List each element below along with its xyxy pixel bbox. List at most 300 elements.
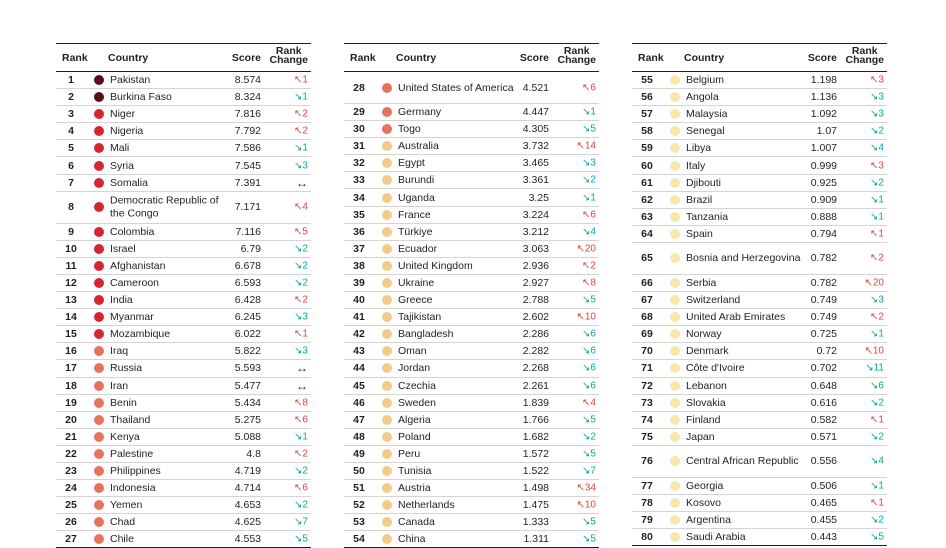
severity-dot-icon [382, 398, 392, 408]
table-row [344, 378, 599, 395]
table-row [632, 275, 887, 292]
country-cell: Serbia [686, 276, 717, 289]
table-header [56, 43, 311, 72]
severity-dot-icon [670, 481, 680, 491]
rank-cell: 6 [68, 159, 74, 172]
rank-change-cell: ↘6 [582, 345, 596, 357]
rank-change-cell: ↘2 [582, 431, 596, 443]
rank-cell: 41 [353, 311, 365, 324]
rank-change-cell: ↘1 [582, 106, 596, 118]
rank-change-cell: ↘1 [294, 142, 308, 154]
country-cell: Myanmar [110, 310, 154, 323]
rank-cell: 1 [68, 74, 74, 87]
rank-change-cell: ↘5 [870, 531, 884, 543]
table-row [56, 309, 311, 326]
score-cell: 3.732 [522, 140, 549, 153]
severity-dot-icon [94, 244, 104, 254]
score-cell: 5.477 [234, 379, 261, 392]
score-cell: 1.136 [810, 91, 837, 104]
table-row [344, 104, 599, 121]
country-cell: Lebanon [686, 379, 727, 392]
table-row [632, 412, 887, 429]
rank-change-header: Rank Change [269, 45, 308, 66]
severity-dot-icon [670, 126, 680, 136]
table-row [344, 155, 599, 172]
country-cell: Colombia [110, 225, 155, 238]
table-row [56, 378, 311, 395]
severity-dot-icon [670, 212, 680, 222]
score-cell: 1.522 [522, 465, 549, 478]
rank-cell: 46 [353, 396, 365, 409]
rank-cell: 67 [641, 294, 653, 307]
country-cell: Burundi [398, 174, 435, 187]
rank-cell: 42 [353, 328, 365, 341]
severity-dot-icon [382, 466, 392, 476]
country-header: Country [108, 52, 149, 64]
country-cell: Libya [686, 142, 712, 155]
rank-cell: 26 [65, 516, 77, 529]
country-cell: Italy [686, 159, 706, 172]
score-cell: 4.625 [234, 516, 261, 529]
rank-cell: 61 [641, 176, 653, 189]
table-row [56, 360, 311, 377]
table-row [56, 292, 311, 309]
rank-change-cell: ↘5 [582, 414, 596, 426]
table-row [632, 343, 887, 360]
table-row [344, 395, 599, 412]
rank-change-cell: ↖2 [870, 311, 884, 323]
score-cell: 3.212 [522, 225, 549, 238]
table-row [56, 89, 311, 106]
severity-dot-icon [670, 363, 680, 373]
rank-change-cell: ↖2 [294, 294, 308, 306]
score-cell: 0.749 [810, 294, 837, 307]
rank-cell: 53 [353, 516, 365, 529]
table-row [632, 529, 887, 546]
severity-dot-icon [382, 278, 392, 288]
country-cell: Egypt [398, 157, 425, 170]
country-cell: Tajikistan [398, 310, 442, 323]
rank-cell: 27 [65, 533, 77, 546]
score-cell: 0.794 [810, 227, 837, 240]
score-cell: 4.719 [234, 465, 261, 478]
score-cell: 6.022 [234, 328, 261, 341]
rank-cell: 18 [65, 379, 77, 392]
country-cell: Mali [110, 142, 130, 155]
rank-cell: 65 [641, 252, 653, 265]
score-cell: 3.224 [522, 208, 549, 221]
table-row [632, 292, 887, 309]
country-cell: Brazil [686, 193, 713, 206]
severity-dot-icon [94, 415, 104, 425]
country-cell: Malaysia [686, 107, 728, 120]
country-cell: Kosovo [686, 496, 722, 509]
rank-cell: 13 [65, 294, 77, 307]
rank-change-cell: ↘5 [582, 516, 596, 528]
score-cell: 6.678 [234, 259, 261, 272]
table-row [632, 140, 887, 157]
table-row [632, 89, 887, 106]
severity-dot-icon [94, 534, 104, 544]
country-cell: Slovakia [686, 396, 726, 409]
country-cell: Chad [110, 516, 136, 529]
rank-change-cell: ↖8 [582, 277, 596, 289]
score-cell: 8.324 [234, 91, 261, 104]
score-cell: 1.475 [522, 499, 549, 512]
table-row [344, 326, 599, 343]
rank-header: Rank [350, 52, 376, 64]
severity-dot-icon [670, 295, 680, 305]
score-cell: 4.447 [522, 106, 549, 119]
country-cell: United Arab Emirates [686, 310, 786, 323]
severity-dot-icon [94, 126, 104, 136]
rank-cell: 63 [641, 210, 653, 223]
table-row [56, 275, 311, 292]
rank-cell: 75 [641, 430, 653, 443]
country-cell: Togo [398, 122, 421, 135]
score-cell: 0.925 [810, 176, 837, 189]
score-cell: 0.909 [810, 193, 837, 206]
rank-cell: 66 [641, 276, 653, 289]
score-header: Score [231, 52, 261, 64]
severity-dot-icon [94, 227, 104, 237]
table-row [632, 478, 887, 495]
severity-dot-icon [670, 143, 680, 153]
severity-dot-icon [382, 107, 392, 117]
score-cell: 7.586 [234, 142, 261, 155]
rank-cell: 38 [353, 259, 365, 272]
score-cell: 7.116 [235, 225, 261, 238]
country-cell: Yemen [110, 498, 143, 511]
severity-dot-icon [670, 278, 680, 288]
severity-dot-icon [94, 75, 104, 85]
country-cell: Denmark [686, 345, 729, 358]
country-cell: Israel [110, 242, 136, 255]
rank-change-cell: ↖4 [294, 201, 308, 213]
rank-cell: 31 [353, 140, 365, 153]
country-cell: Côte d'Ivoire [686, 362, 745, 375]
rank-change-cell: ↘2 [294, 465, 308, 477]
score-cell: 1.311 [523, 533, 549, 546]
country-cell: Indonesia [110, 481, 156, 494]
severity-dot-icon [382, 432, 392, 442]
score-cell: 0.782 [810, 276, 837, 289]
rank-cell: 58 [641, 125, 653, 138]
score-cell: 6.593 [234, 276, 261, 289]
score-cell: 7.171 [234, 201, 261, 214]
table-row [56, 192, 311, 224]
table-row [344, 497, 599, 514]
country-cell: Tanzania [686, 210, 729, 223]
rank-change-cell: ↘6 [582, 328, 596, 340]
rank-change-cell: ↖6 [582, 82, 596, 93]
score-cell: 0.465 [810, 497, 837, 510]
severity-dot-icon [94, 466, 104, 476]
rank-cell: 7 [68, 176, 74, 189]
table-row [56, 241, 311, 258]
rank-cell: 54 [353, 533, 365, 546]
country-cell: Japan [686, 430, 715, 443]
rank-change-cell: ↖5 [294, 226, 308, 238]
table-row [344, 121, 599, 138]
rank-cell: 43 [353, 345, 365, 358]
rank-change-cell: ↘5 [294, 533, 308, 545]
rank-cell: 4 [68, 125, 74, 138]
table-row [344, 446, 599, 463]
rank-change-cell: ↘2 [294, 260, 308, 272]
rank-change-cell: ↘4 [582, 226, 596, 238]
table-row [56, 106, 311, 123]
score-cell: 5.275 [234, 413, 261, 426]
country-cell: Türkiye [398, 225, 433, 238]
rank-cell: 59 [641, 142, 653, 155]
score-cell: 6.79 [240, 242, 261, 255]
severity-dot-icon [382, 193, 392, 203]
rank-change-cell: ↘5 [582, 294, 596, 306]
table-row [344, 343, 599, 360]
severity-dot-icon [670, 253, 680, 263]
severity-dot-icon [94, 278, 104, 288]
rank-cell: 21 [65, 430, 77, 443]
table-row [56, 140, 311, 157]
country-cell: United Kingdom [398, 259, 473, 272]
country-cell: Iraq [110, 345, 129, 358]
rank-header: Rank [62, 52, 88, 64]
score-cell: 0.749 [810, 311, 837, 324]
severity-dot-icon [382, 534, 392, 544]
severity-dot-icon [670, 178, 680, 188]
rank-cell: 45 [353, 379, 365, 392]
country-cell: Ecuador [398, 242, 438, 255]
country-cell: Greece [398, 293, 433, 306]
rank-cell: 56 [641, 91, 653, 104]
rank-cell: 79 [641, 514, 653, 527]
rank-cell: 77 [641, 479, 653, 492]
score-cell: 2.261 [522, 379, 549, 392]
rank-cell: 24 [65, 482, 77, 495]
country-cell: Ukraine [398, 276, 435, 289]
rank-change-cell: ↘3 [294, 311, 308, 323]
table-row [632, 157, 887, 174]
country-cell: Philippines [110, 464, 161, 477]
severity-dot-icon [382, 261, 392, 271]
rank-cell: 78 [641, 497, 653, 510]
rank-cell: 80 [641, 531, 653, 544]
score-cell: 4.305 [522, 123, 549, 136]
country-cell: Austria [398, 481, 431, 494]
rank-cell: 12 [65, 276, 77, 289]
severity-dot-icon [382, 329, 392, 339]
rank-cell: 2 [68, 91, 74, 104]
table-row [344, 189, 599, 206]
table-row [632, 378, 887, 395]
country-cell: Sweden [398, 396, 436, 409]
rank-change-cell: ↖6 [294, 482, 308, 494]
score-cell: 2.602 [522, 311, 549, 324]
rank-cell: 5 [68, 142, 74, 155]
rank-cell: 62 [641, 193, 653, 206]
rank-change-cell: ↖1 [294, 328, 308, 340]
country-cell: Canada [398, 516, 435, 529]
table-row [344, 172, 599, 189]
score-cell: 1.092 [810, 108, 837, 121]
severity-dot-icon [94, 92, 104, 102]
score-cell: 6.245 [234, 311, 261, 324]
score-cell: 5.822 [234, 345, 261, 358]
rank-cell: 35 [353, 208, 365, 221]
rank-cell: 76 [641, 455, 653, 468]
severity-dot-icon [670, 415, 680, 425]
table-row [632, 360, 887, 377]
rank-change-cell: ↘5 [582, 448, 596, 460]
country-cell: Jordan [398, 362, 431, 375]
table-row [56, 175, 311, 192]
rank-change-cell: ↖20 [576, 243, 596, 255]
ranking-table-3 [632, 43, 887, 546]
ranking-table-2 [344, 43, 599, 548]
severity-dot-icon [670, 432, 680, 442]
country-cell: Central African Republic [686, 455, 799, 468]
severity-dot-icon [382, 141, 392, 151]
table-row [632, 226, 887, 243]
rank-cell: 30 [353, 123, 365, 136]
country-cell: Senegal [686, 125, 725, 138]
severity-dot-icon [382, 363, 392, 373]
country-cell: France [398, 208, 431, 221]
country-cell: Saudi Arabia [686, 530, 746, 543]
table-row [632, 209, 887, 226]
severity-dot-icon [94, 449, 104, 459]
score-cell: 7.816 [234, 108, 261, 121]
rank-cell: 28 [353, 81, 365, 94]
country-cell: Burkina Faso [110, 90, 172, 103]
score-cell: 3.25 [528, 191, 549, 204]
table-row [632, 106, 887, 123]
rank-cell: 33 [353, 174, 365, 187]
score-cell: 0.725 [810, 328, 837, 341]
table-row [56, 463, 311, 480]
table-row [344, 412, 599, 429]
rank-cell: 68 [641, 311, 653, 324]
rank-change-cell: ↘3 [870, 91, 884, 103]
score-cell: 4.8 [246, 447, 261, 460]
rank-cell: 73 [641, 396, 653, 409]
score-cell: 8.574 [234, 74, 261, 87]
rank-change-cell: ↘3 [870, 294, 884, 306]
country-cell: Germany [398, 105, 442, 118]
rank-change-cell: ↘3 [294, 345, 308, 357]
rank-change-cell: ↖4 [582, 397, 596, 409]
rank-change-cell: ↘3 [870, 108, 884, 120]
score-cell: 7.391 [234, 176, 261, 189]
rank-change-cell: ↘1 [870, 194, 884, 206]
rank-change-cell: ↖2 [294, 108, 308, 120]
severity-dot-icon [94, 483, 104, 493]
table-row [344, 138, 599, 155]
severity-dot-icon [94, 329, 104, 339]
rank-cell: 44 [353, 362, 365, 375]
table-row [56, 480, 311, 497]
country-header: Country [396, 52, 437, 64]
country-cell: Uganda [398, 191, 435, 204]
rank-change-cell: ↖10 [576, 499, 596, 511]
severity-dot-icon [94, 381, 104, 391]
severity-dot-icon [94, 178, 104, 188]
rank-cell: 14 [65, 311, 77, 324]
table-row [632, 243, 887, 275]
severity-dot-icon [382, 381, 392, 391]
severity-dot-icon [670, 381, 680, 391]
country-cell: India [110, 293, 133, 306]
rank-cell: 29 [353, 106, 365, 119]
rank-cell: 20 [65, 413, 77, 426]
score-header: Score [807, 52, 837, 64]
rank-cell: 40 [353, 294, 365, 307]
rank-change-cell: ↖34 [576, 482, 596, 494]
score-cell: 4.521 [522, 81, 549, 94]
severity-dot-icon [670, 398, 680, 408]
rank-change-cell: ↘6 [870, 380, 884, 392]
country-cell: Palestine [110, 447, 154, 460]
severity-dot-icon [382, 295, 392, 305]
country-cell: Australia [398, 139, 439, 152]
table-row [56, 123, 311, 140]
rank-cell: 39 [353, 276, 365, 289]
score-header: Score [519, 52, 549, 64]
score-cell: 1.498 [522, 482, 549, 495]
table-row [344, 275, 599, 292]
country-cell: Georgia [686, 479, 724, 492]
rank-cell: 22 [65, 447, 77, 460]
country-cell: Norway [686, 328, 722, 341]
rank-change-cell: ↖1 [870, 228, 884, 240]
severity-dot-icon [670, 109, 680, 119]
ranking-table-1 [56, 43, 311, 548]
rank-cell: 48 [353, 430, 365, 443]
severity-dot-icon [382, 158, 392, 168]
country-header: Country [684, 52, 725, 64]
table-row [632, 326, 887, 343]
table-row [632, 175, 887, 192]
rank-cell: 8 [68, 201, 74, 214]
score-cell: 0.888 [810, 210, 837, 223]
rank-change-cell: ↘1 [294, 91, 308, 103]
table-row [632, 512, 887, 529]
country-cell: Nigeria [110, 125, 144, 138]
table-row [344, 309, 599, 326]
table-row [632, 123, 887, 140]
severity-dot-icon [382, 500, 392, 510]
table-row [344, 207, 599, 224]
severity-dot-icon [670, 229, 680, 239]
country-cell: Thailand [110, 413, 151, 426]
rank-change-cell: ↖1 [294, 74, 308, 86]
rank-change-cell: ↖20 [864, 277, 884, 289]
country-cell: Iran [110, 379, 129, 392]
score-cell: 3.063 [522, 242, 549, 255]
rank-change-cell: ↖2 [294, 125, 308, 137]
severity-dot-icon [382, 124, 392, 134]
table-row [56, 343, 311, 360]
rank-change-cell: ↖3 [870, 74, 884, 86]
rank-cell: 47 [353, 413, 365, 426]
severity-dot-icon [670, 532, 680, 542]
severity-dot-icon [382, 415, 392, 425]
score-cell: 7.792 [234, 125, 261, 138]
table-row [632, 192, 887, 209]
score-cell: 7.545 [234, 159, 261, 172]
table-header [344, 43, 599, 72]
